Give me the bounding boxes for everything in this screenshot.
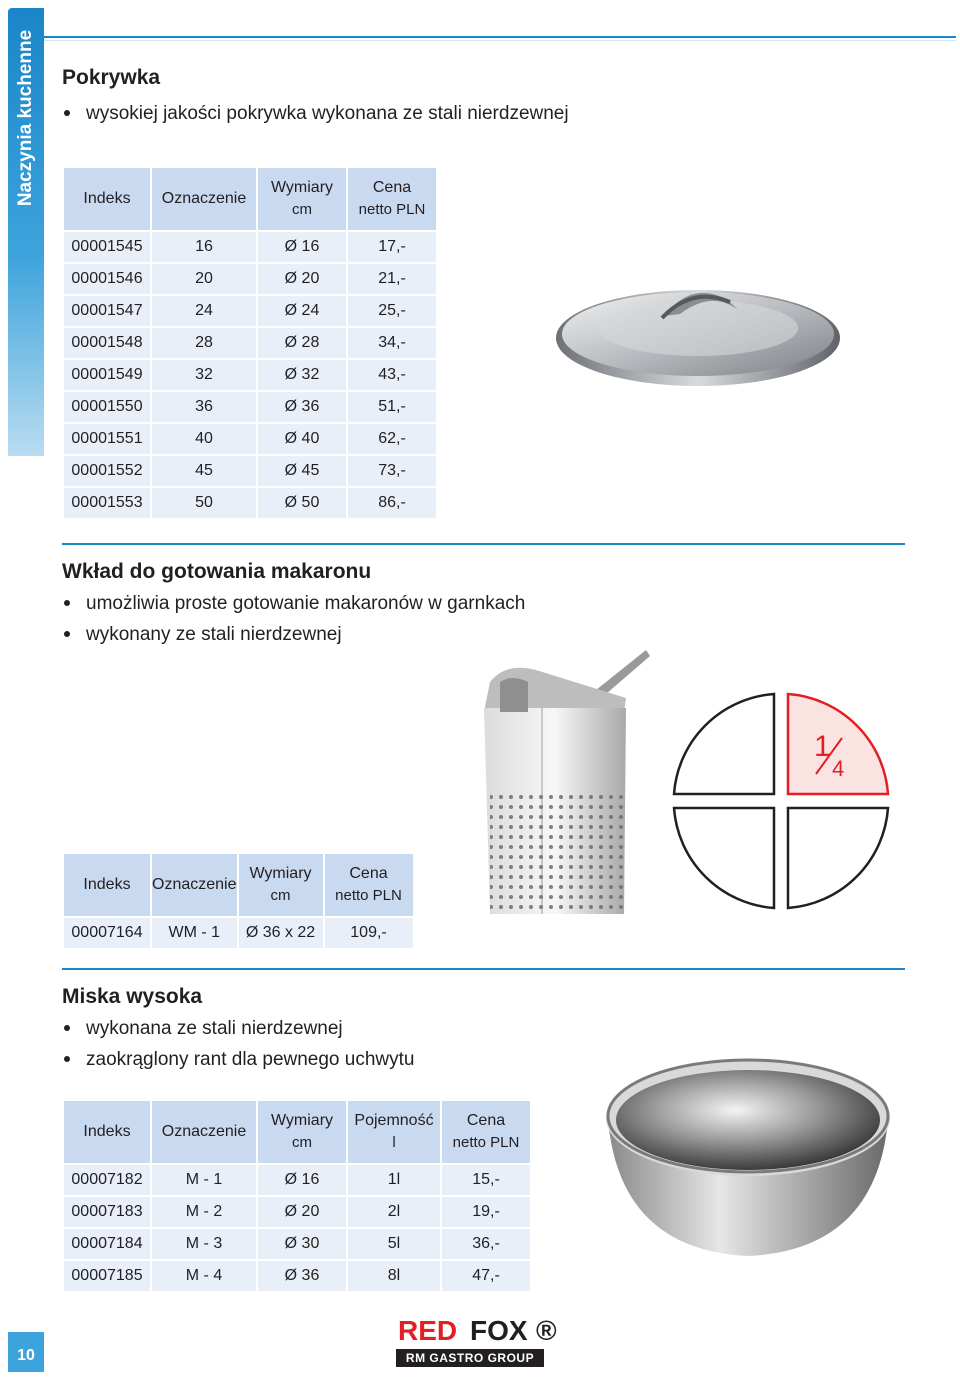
bullet-item: umożliwia proste gotowanie makaronów w garnkach — [62, 588, 525, 619]
table-row: 00007164 WM - 1 Ø 36 x 22 109,- — [64, 918, 413, 948]
redfox-logo — [394, 1315, 557, 1368]
category-label-wrap — [8, 8, 44, 228]
col-header: Indeks — [64, 1101, 150, 1163]
logo-registered: ® — [536, 1315, 557, 1346]
table-row: 00001552 45 Ø 45 73,- — [64, 456, 436, 486]
table-row: 00001545 16 Ø 16 17,- — [64, 232, 436, 262]
header-rule-light — [44, 40, 956, 41]
logo-wordmark — [394, 1315, 557, 1346]
fraction-numerator: 1 — [814, 730, 831, 763]
table-bowl — [62, 1099, 532, 1293]
col-header: Pojemność l — [348, 1101, 440, 1163]
fraction-denominator: 4 — [832, 756, 845, 781]
col-header: Oznaczenie — [152, 168, 256, 230]
table-row: 00001553 50 Ø 50 86,- — [64, 488, 436, 518]
table-header-row — [64, 1101, 530, 1163]
col-header: Indeks — [64, 854, 150, 916]
logo-tagline: RM GASTRO GROUP — [396, 1349, 544, 1367]
table-row: 00007184 M - 3 Ø 30 5l 36,- — [64, 1229, 530, 1259]
table-header-row — [64, 168, 436, 230]
table-row: 00007182 M - 1 Ø 16 1l 15,- — [64, 1165, 530, 1195]
col-header: Cena netto PLN — [348, 168, 436, 230]
pasta-insert-image — [476, 642, 652, 920]
bullet-item: wykonana ze stali nierdzewnej — [62, 1013, 414, 1044]
page-number: 10 — [8, 1332, 44, 1372]
table-row: 00001550 36 Ø 36 51,- — [64, 392, 436, 422]
section-divider — [62, 968, 905, 970]
bullets-pasta-insert — [62, 588, 525, 650]
table-row: 00007183 M - 2 Ø 20 2l 19,- — [64, 1197, 530, 1227]
quarter-diagram — [666, 686, 896, 916]
table-row: 00001546 20 Ø 20 21,- — [64, 264, 436, 294]
table-row: 00001547 24 Ø 24 25,- — [64, 296, 436, 326]
category-label: Naczynia kuchenne — [15, 29, 36, 207]
table-lid — [62, 166, 438, 520]
table-row: 00001548 28 Ø 28 34,- — [64, 328, 436, 358]
bowl-image — [600, 1050, 896, 1260]
table-row: 00001549 32 Ø 32 43,- — [64, 360, 436, 390]
bullet-item: wysokiej jakości pokrywka wykonana ze stali nierdzewnej — [62, 98, 569, 129]
col-header: Indeks — [64, 168, 150, 230]
header-rule — [44, 36, 956, 38]
table-pasta-insert — [62, 852, 415, 950]
col-header: Wymiary cm — [258, 168, 346, 230]
logo-red-word: RED — [398, 1315, 458, 1346]
bullet-item: wykonany ze stali nierdzewnej — [62, 619, 525, 650]
table-row: 00001551 40 Ø 40 62,- — [64, 424, 436, 454]
col-header: Cena netto PLN — [325, 854, 413, 916]
section-title-pasta-insert: Wkład do gotowania makaronu — [62, 560, 372, 583]
lid-image — [552, 276, 844, 396]
col-header: Cena netto PLN — [442, 1101, 530, 1163]
section-title-lid: Pokrywka — [62, 66, 161, 89]
col-header: Oznaczenie — [152, 854, 237, 916]
col-header: Wymiary cm — [239, 854, 323, 916]
section-title-bowl: Miska wysoka — [62, 985, 203, 1008]
bullet-item: zaokrąglony rant dla pewnego uchwytu — [62, 1044, 414, 1075]
col-header: Wymiary cm — [258, 1101, 346, 1163]
col-header: Oznaczenie — [152, 1101, 256, 1163]
table-row: 00007185 M - 4 Ø 36 8l 47,- — [64, 1261, 530, 1291]
bullets-bowl — [62, 1013, 414, 1075]
section-divider — [62, 543, 905, 545]
bullets-lid — [62, 98, 569, 129]
table-header-row — [64, 854, 413, 916]
logo-black-word: FOX — [470, 1315, 528, 1346]
